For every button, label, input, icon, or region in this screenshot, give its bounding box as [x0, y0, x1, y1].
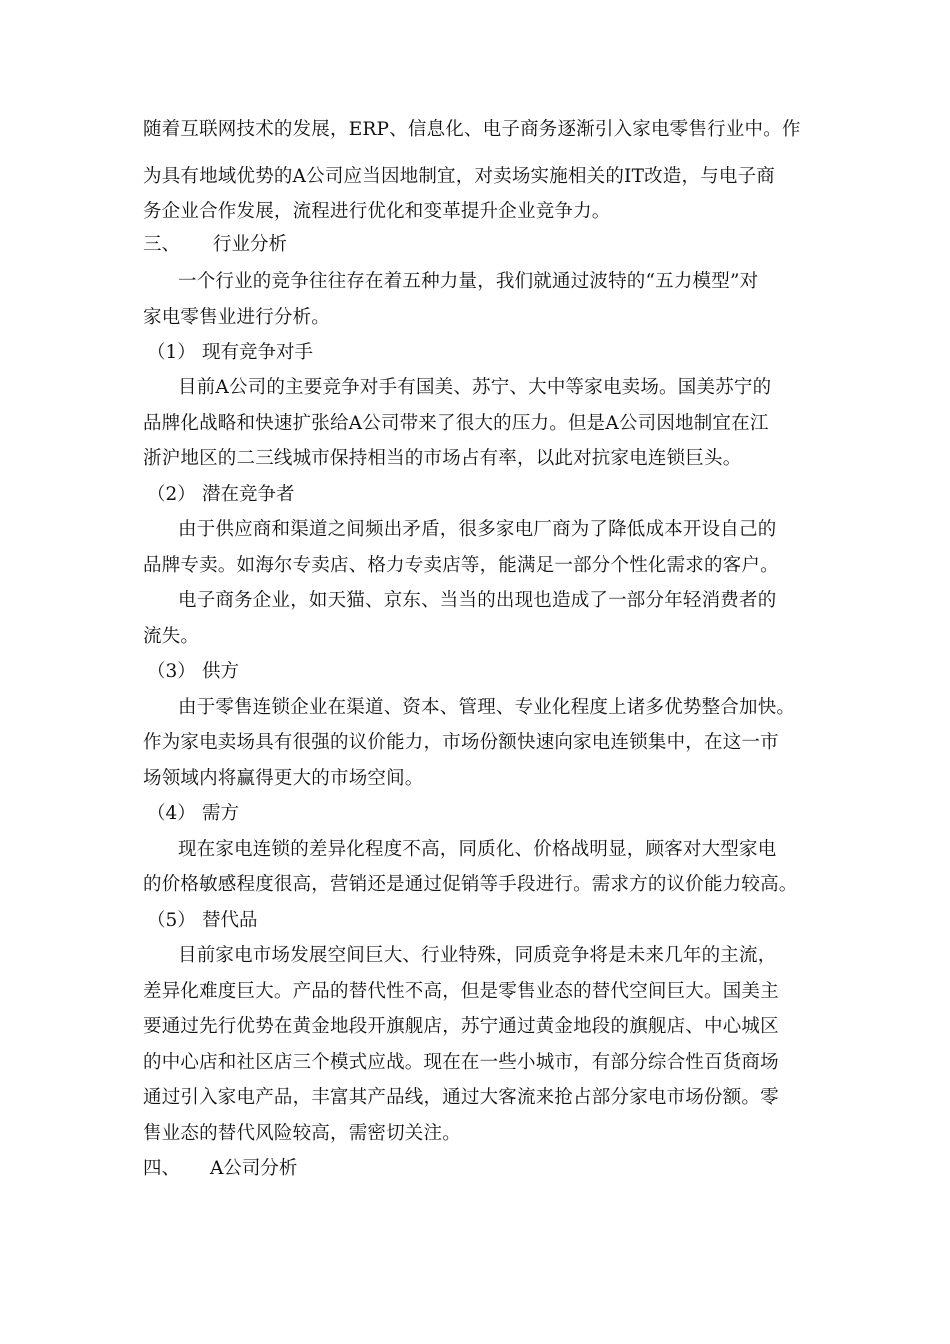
paragraph-line: 由于供应商和渠道之间频出矛盾，很多家电厂商为了降低成本开设自己的 [178, 519, 777, 540]
subsection-heading: 现有竞争对手 [202, 342, 314, 363]
paragraph-line: 家电零售业进行分析。 [143, 307, 331, 328]
subsection-heading: 替代品 [202, 910, 258, 931]
subsection-heading: 供方 [202, 661, 240, 682]
subsection-heading: 需方 [202, 803, 240, 824]
paragraph-line: 电子商务企业，如天猫、京东、当当的出现也造成了一部分年轻消费者的 [178, 590, 777, 611]
paragraph-line: 现在家电连锁的差异化程度不高，同质化、价格战明显，顾客对大型家电 [178, 839, 777, 860]
paragraph-line: 通过引入家电产品，丰富其产品线，通过大客流来抢占部分家电市场份额。零 [143, 1087, 779, 1108]
subsection-number: （5） [147, 910, 196, 931]
paragraph-line: 务企业合作发展，流程进行优化和变革提升企业竞争力。 [143, 201, 611, 222]
section-number: 三、 [143, 234, 181, 255]
paragraph-line: 作为家电卖场具有很强的议价能力，市场份额快速向家电连锁集中，在这一市 [143, 732, 779, 753]
subsection-number: （1） [147, 342, 196, 363]
section-heading: 行业分析 [213, 234, 288, 255]
paragraph-line: 浙沪地区的二三线城市保持相当的市场占有率，以此对抗家电连锁巨头。 [143, 448, 742, 469]
paragraph-line: 一个行业的竞争往往存在着五种力量，我们就通过波特的“五力模型”对 [178, 271, 759, 292]
paragraph-line: 品牌专卖。如海尔专卖店、格力专卖店等，能满足一部分个性化需求的客户。 [143, 555, 779, 576]
paragraph-line: 由于零售连锁企业在渠道、资本、管理、专业化程度上诸多优势整合加快。 [178, 697, 796, 718]
section-number: 四、 [143, 1158, 181, 1179]
paragraph-line: 目前A公司的主要竞争对手有国美、苏宁、大中等家电卖场。国美苏宁的 [178, 377, 772, 398]
paragraph-line: 为具有地域优势的A公司应当因地制宜，对卖场实施相关的IT改造，与电子商 [143, 166, 776, 187]
subsection-number: （4） [147, 803, 196, 824]
paragraph-line: 差异化难度巨大。产品的替代性不高，但是零售业态的替代空间巨大。国美主 [143, 981, 779, 1002]
subsection-number: （2） [147, 484, 196, 505]
paragraph-line: 目前家电市场发展空间巨大、行业特殊，同质竞争将是未来几年的主流， [178, 945, 777, 966]
subsection-heading: 潜在竞争者 [202, 484, 295, 505]
paragraph-line: 的中心店和社区店三个模式应战。现在在一些小城市，有部分综合性百货商场 [143, 1052, 779, 1073]
paragraph-line: 流失。 [143, 626, 200, 647]
paragraph-line: 要通过先行优势在黄金地段开旗舰店，苏宁通过黄金地段的旗舰店、中心城区 [143, 1016, 779, 1037]
paragraph-line: 的价格敏感程度很高，营销还是通过促销等手段进行。需求方的议价能力较高。 [143, 874, 798, 895]
paragraph-line: 场领域内将赢得更大的市场空间。 [143, 768, 424, 789]
paragraph-line: 品牌化战略和快速扩张给A公司带来了很大的压力。但是A公司因地制宜在江 [143, 413, 769, 434]
paragraph-line: 售业态的替代风险较高，需密切关注。 [143, 1123, 461, 1144]
subsection-number: （3） [147, 661, 196, 682]
section-heading: A公司分析 [210, 1158, 298, 1179]
paragraph-line: 随着互联网技术的发展，ERP、信息化、电子商务逐渐引入家电零售行业中。作 [143, 119, 801, 140]
